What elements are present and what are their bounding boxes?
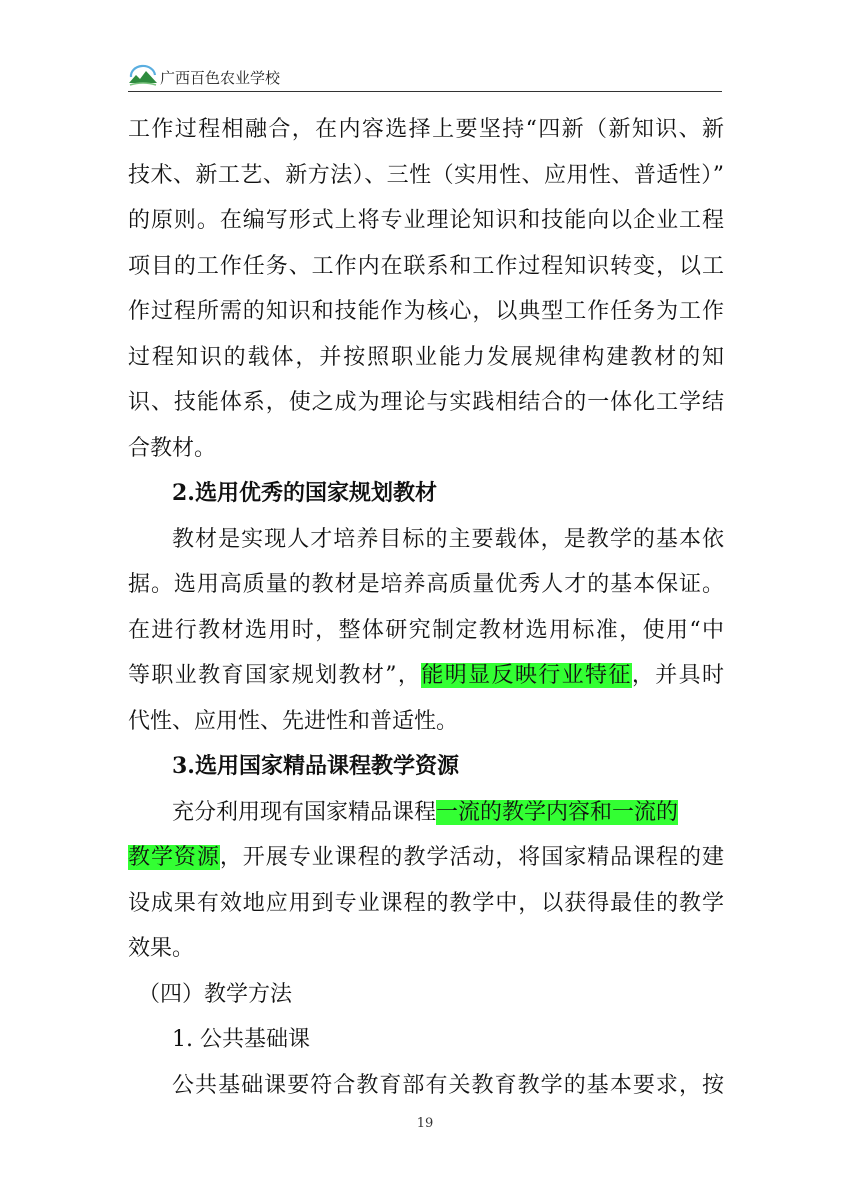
highlighted-text: 教学资源 (128, 845, 220, 870)
paragraph-line: 效果。 (128, 936, 195, 961)
subsection-heading: 1. 公共基础课 (172, 1027, 310, 1052)
section-heading: 3.选用国家精品课程教学资源 (172, 753, 459, 779)
paragraph-line (128, 790, 724, 836)
paragraph-line: 合教材。 (128, 435, 217, 461)
section-heading: 2.选用优秀的国家规划教材 (172, 480, 437, 506)
paragraph-line: 的原则。在编写形式上将专业理论知识和技能向以企业工程 (128, 208, 724, 233)
paragraph-line (128, 653, 724, 699)
paragraph-line: 公共基础课要符合教育部有关教育教学的基本要求，按 (172, 1072, 724, 1098)
paragraph-line: 在进行教材选用时，整体研究制定教材选用标准，使用“中 (128, 617, 724, 643)
highlighted-text: 能明显反映行业特征 (421, 663, 632, 688)
paragraph-line: 过程知识的载体，并按照职业能力发展规律构建教材的知 (128, 344, 724, 370)
page-number: 19 (416, 1116, 434, 1131)
paragraph-line: 技术、新工艺、新方法）、三性（实用性、应用性、普适性）” (128, 162, 724, 188)
paragraph-line: 据。选用高质量的教材是培养高质量优秀人才的基本保证。 (128, 572, 724, 597)
paragraph-line: 代性、应用性、先进性和普适性。 (128, 708, 459, 734)
school-logo-icon (128, 62, 158, 88)
school-name: 广西百色农业学校 (160, 69, 281, 87)
text-span: 充分利用现有国家精品课程 (172, 799, 437, 825)
header-rule (128, 91, 722, 92)
paragraph-line: 工作过程相融合，在内容选择上要坚持“四新（新知识、新 (128, 117, 724, 142)
document-body (128, 107, 724, 1108)
text-span: ，并具时 (631, 663, 724, 688)
text-span: ，开展专业课程的教学活动，将国家精品课程的建 (219, 845, 724, 870)
section-heading: （四）教学方法 (138, 981, 293, 1007)
paragraph-line: 设成果有效地应用到专业课程的教学中，以获得最佳的教学 (128, 890, 724, 916)
text-span: 等职业教育国家规划教材”， (128, 663, 422, 688)
paragraph-line: 教材是实现人才培养目标的主要载体，是教学的基本依 (172, 526, 724, 552)
page-header (128, 58, 722, 92)
paragraph-line (128, 835, 724, 881)
highlighted-text: 一流的教学内容和一流的 (436, 799, 679, 825)
paragraph-line: 识、技能体系，使之成为理论与实践相结合的一体化工学结 (128, 390, 724, 415)
paragraph-line: 作过程所需的知识和技能作为核心，以典型工作任务为工作 (128, 299, 724, 324)
paragraph-line: 项目的工作任务、工作内在联系和工作过程知识转变，以工 (128, 253, 724, 279)
